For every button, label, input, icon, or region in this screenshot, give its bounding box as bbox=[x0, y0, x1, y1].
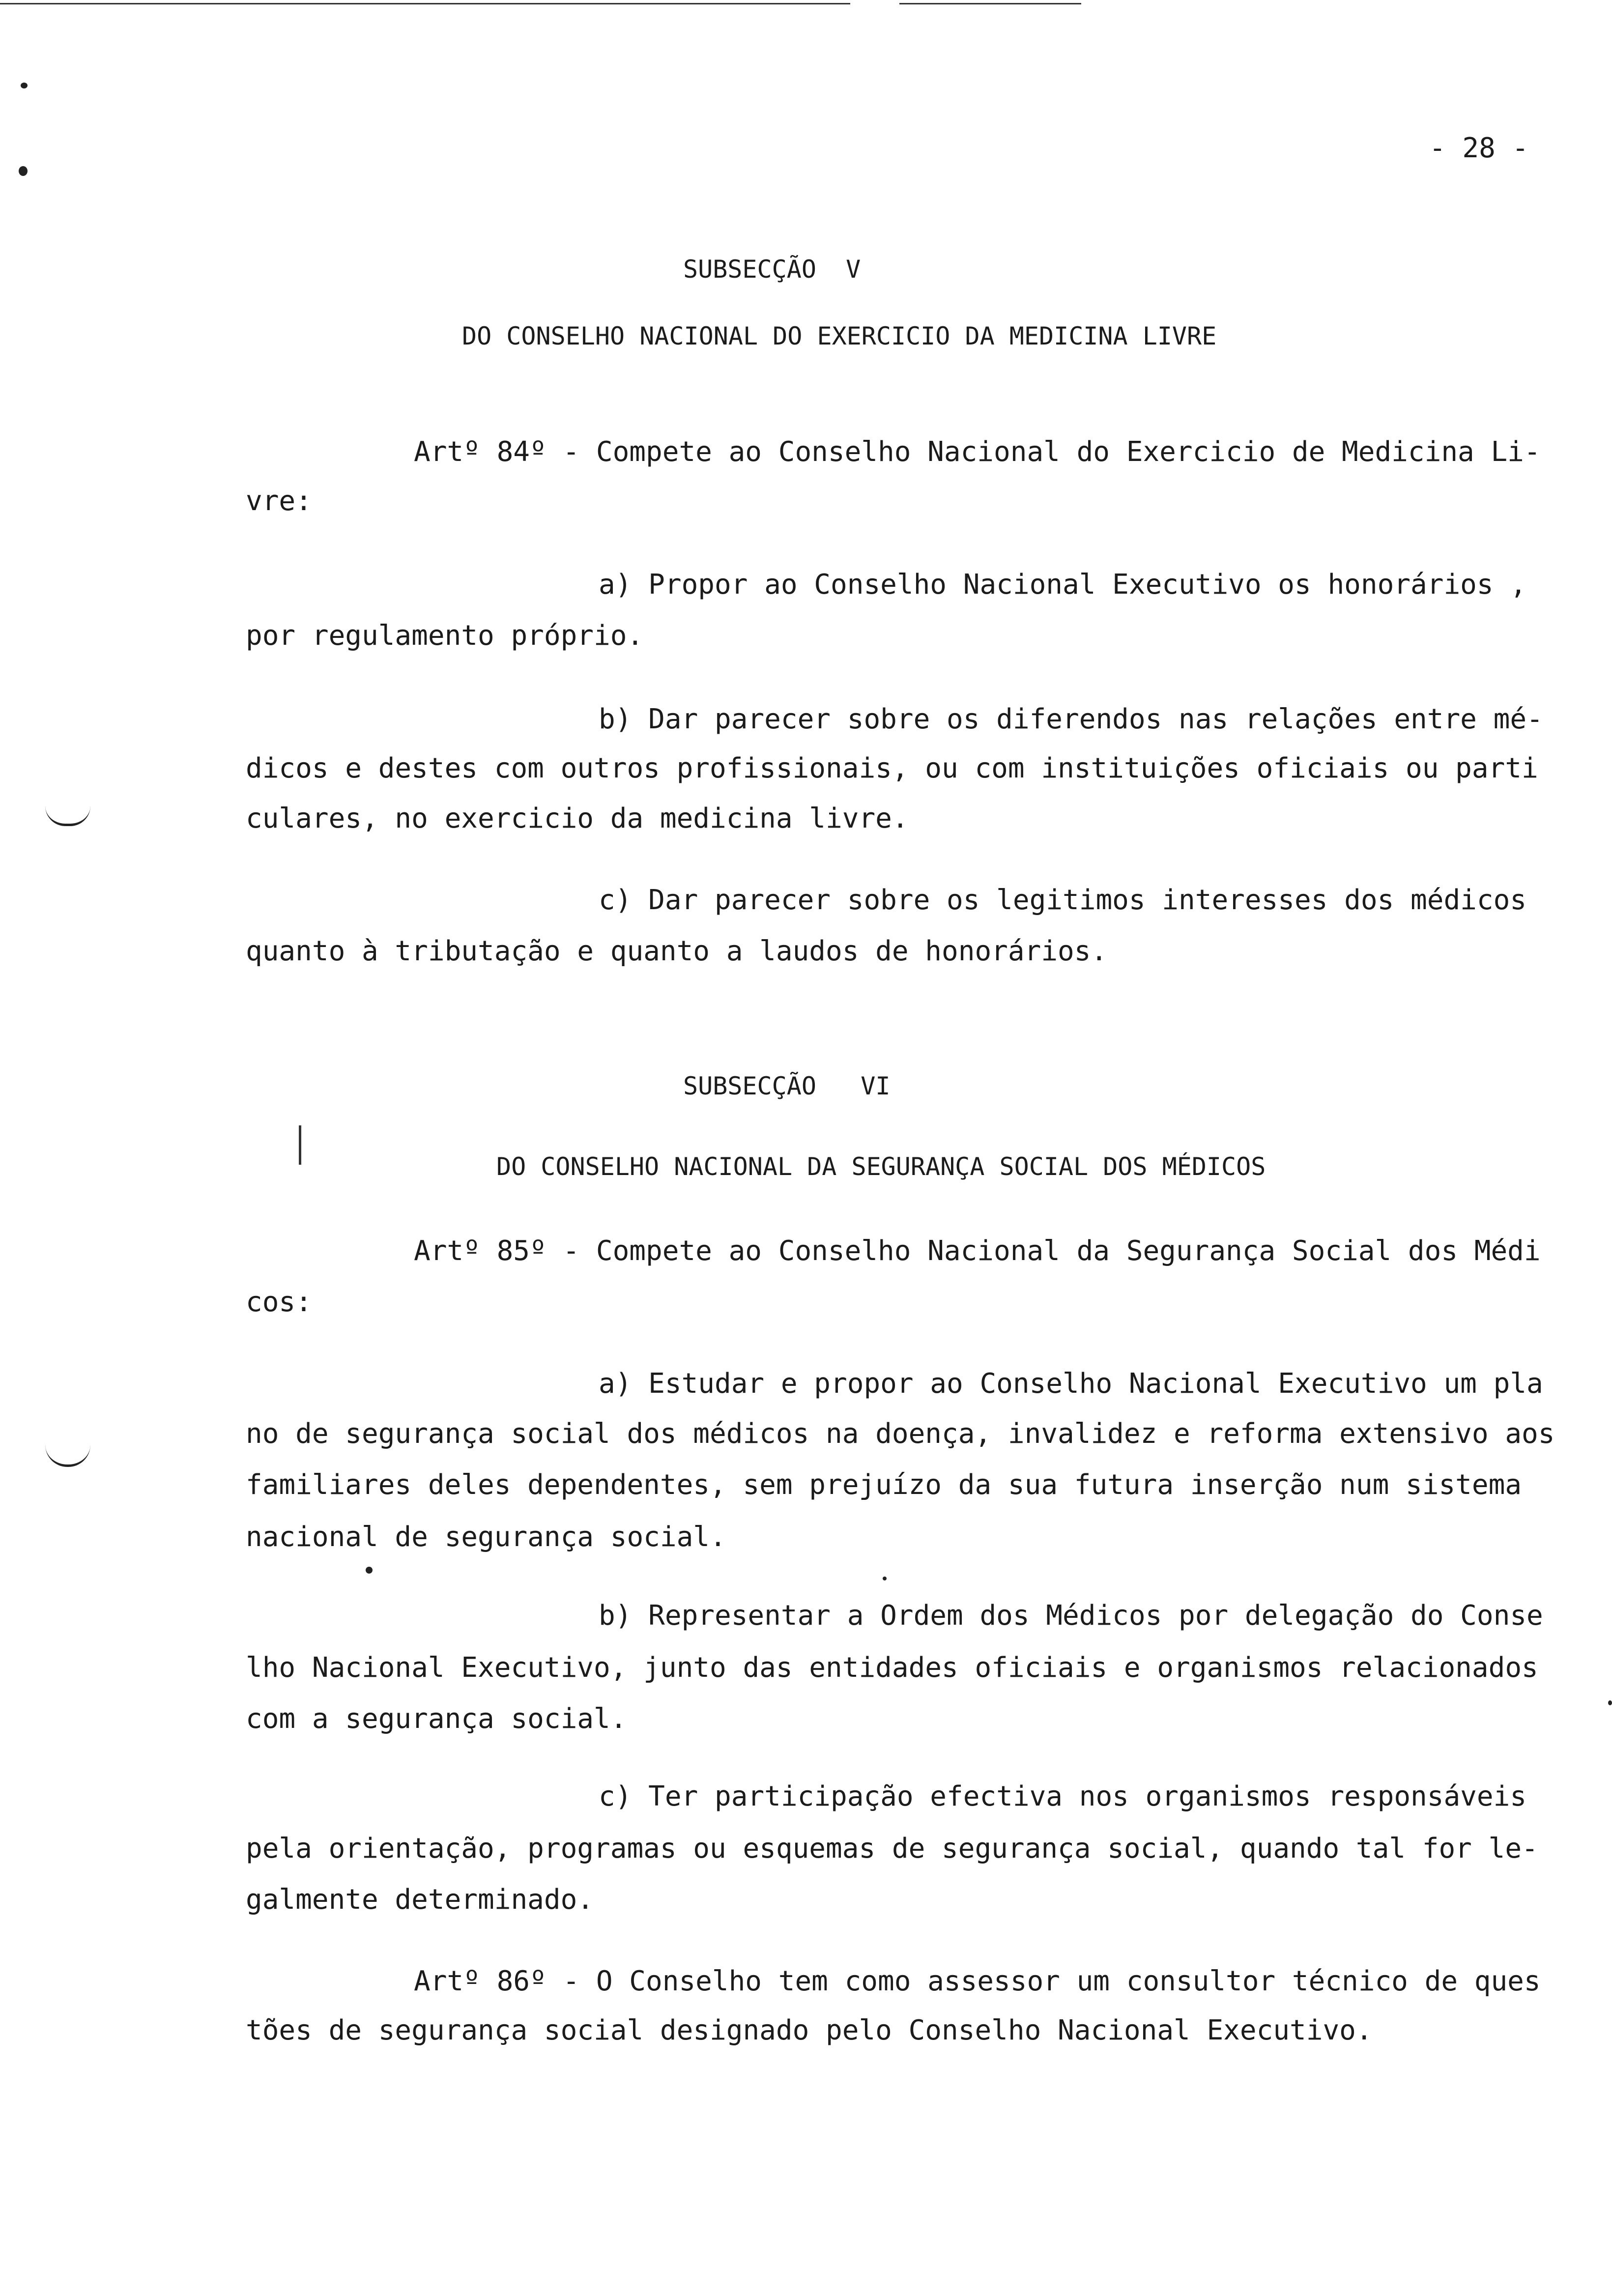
margin-dot bbox=[21, 83, 28, 88]
clause-c-line: c) Ter participação efectiva nos organismos responsáveis bbox=[599, 1780, 1527, 1812]
clause-b-line: com a segurança social. bbox=[246, 1703, 627, 1735]
top-rule-right bbox=[899, 3, 1081, 4]
clause-b-line: b) Dar parecer sobre os diferendos nas relações entre mé- bbox=[599, 703, 1543, 735]
clause-a-line: nacional de segurança social. bbox=[246, 1521, 726, 1553]
clause-b-line: culares, no exercicio da medicina livre. bbox=[246, 803, 909, 834]
article-text-line: tões de segurança social designado pelo Conselho Nacional Executivo. bbox=[246, 2014, 1373, 2046]
stray-dot bbox=[366, 1567, 373, 1574]
article-text-line: vre: bbox=[246, 485, 312, 517]
section-title: SUBSECÇÃO V bbox=[683, 255, 861, 284]
article-heading-line: Artº 85º - Compete ao Conselho Nacional da Segurança Social dos Médi bbox=[414, 1235, 1541, 1267]
margin-curve-mark bbox=[45, 806, 90, 826]
margin-stroke-mark bbox=[299, 1125, 301, 1165]
stray-dot bbox=[883, 1577, 887, 1580]
clause-a-line: familiares deles dependentes, sem prejuízo da sua futura inserção num sistema bbox=[246, 1469, 1522, 1501]
clause-a-line: por regulamento próprio. bbox=[246, 620, 644, 652]
section-subtitle: DO CONSELHO NACIONAL DA SEGURANÇA SOCIAL DOS MÉDICOS bbox=[496, 1152, 1266, 1181]
margin-curve-mark bbox=[45, 1445, 90, 1467]
section-subtitle: DO CONSELHO NACIONAL DO EXERCICIO DA MEDICINA LIVRE bbox=[462, 322, 1217, 350]
clause-a-line: a) Estudar e propor ao Conselho Nacional Executivo um pla bbox=[599, 1368, 1543, 1400]
clause-b-line: b) Representar a Ordem dos Médicos por delegação do Conse bbox=[599, 1600, 1543, 1632]
section-title: SUBSECÇÃO VI bbox=[683, 1072, 891, 1100]
top-rule-left bbox=[0, 3, 850, 4]
clause-b-line: lho Nacional Executivo, junto das entidades oficiais e organismos relacionados bbox=[246, 1652, 1538, 1684]
article-heading-line: Artº 86º - O Conselho tem como assessor um consultor técnico de ques bbox=[414, 1965, 1541, 1997]
clause-a-line: a) Propor ao Conselho Nacional Executivo os honorários , bbox=[599, 569, 1527, 601]
clause-c-line: c) Dar parecer sobre os legitimos interesses dos médicos bbox=[599, 884, 1527, 916]
clause-c-line: pela orientação, programas ou esquemas de segurança social, quando tal for le- bbox=[246, 1833, 1538, 1865]
margin-dot bbox=[19, 166, 28, 176]
clause-c-line: galmente determinado. bbox=[246, 1884, 594, 1916]
stray-dot bbox=[1608, 1700, 1612, 1705]
article-text-line: cos: bbox=[246, 1286, 312, 1318]
clause-b-line: dicos e destes com outros profissionais, ou com instituições oficiais ou parti bbox=[246, 752, 1538, 784]
article-heading-line: Artº 84º - Compete ao Conselho Nacional do Exercicio de Medicina Li- bbox=[414, 436, 1541, 468]
page-number: - 28 - bbox=[1429, 132, 1529, 164]
clause-c-line: quanto à tributação e quanto a laudos de honorários. bbox=[246, 935, 1108, 967]
clause-a-line: no de segurança social dos médicos na doença, invalidez e reforma extensivo aos bbox=[246, 1418, 1555, 1450]
